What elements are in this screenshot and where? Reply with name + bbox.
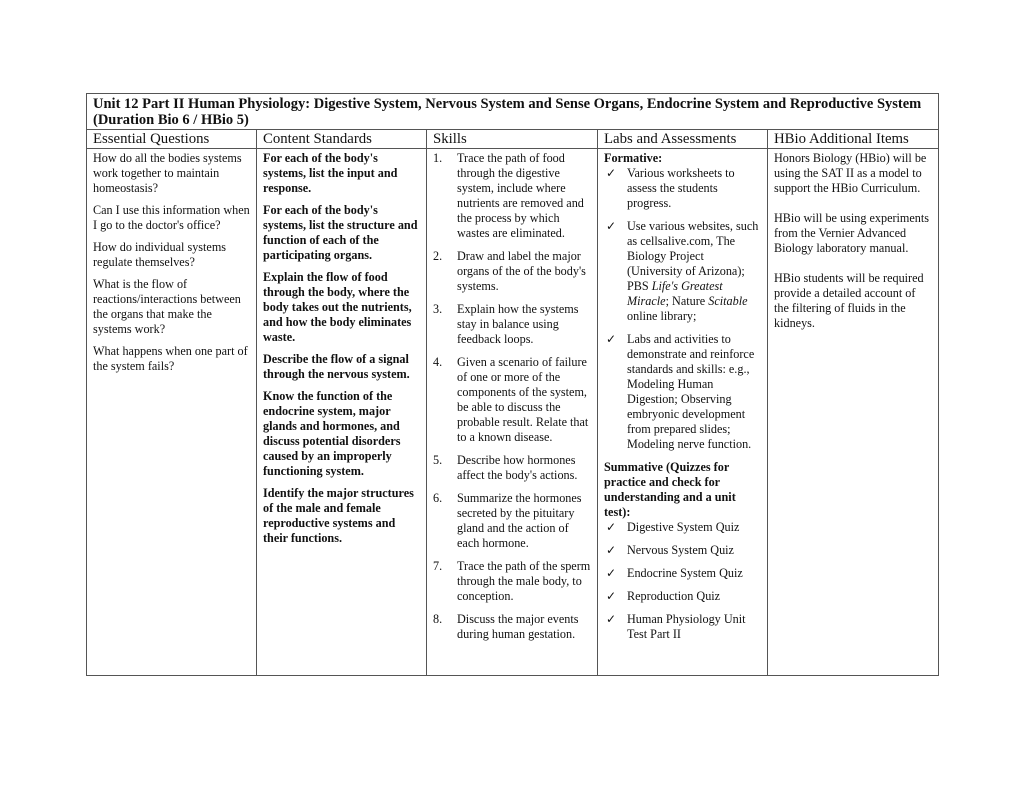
essential-questions-cell xyxy=(87,149,257,676)
check-icon: ✓ xyxy=(606,612,617,626)
header-row xyxy=(87,130,939,149)
summative-item: ✓ Human Physiology Unit Test Part II xyxy=(606,612,746,641)
skill-item xyxy=(433,355,591,445)
essential-question: How do all the bodies systems work together to maintain homeostasis? xyxy=(93,151,242,195)
skill-item xyxy=(433,453,591,483)
content-standard: For each of the body's systems, list the structure and function of each of the participating organs. xyxy=(263,203,418,262)
essential-question: Can I use this information when I go to the doctor's office? xyxy=(93,203,250,232)
summative-item: ✓ Endocrine System Quiz xyxy=(606,566,743,580)
skill-text: Given a scenario of failure of one or more of the components of the system, be able to discuss the probable result. Relate that to a known disease. xyxy=(457,355,589,444)
content-standards-cell xyxy=(257,149,427,676)
title-row xyxy=(87,94,939,130)
summative-item: ✓ Reproduction Quiz xyxy=(606,589,721,603)
formative-label: Formative: xyxy=(604,151,663,165)
skill-number: 6. xyxy=(433,491,443,505)
skill-item xyxy=(433,151,591,241)
hbio-item: Honors Biology (HBio) will be using the SAT II as a model to support the HBio Curriculum. xyxy=(774,151,927,195)
formative-item: ✓ Labs and activities to demonstrate and reinforce standards and skills: e.g., Modeling Human Digestion; Observing embryonic development from prepared slides; Modeling nerve function. xyxy=(606,332,755,451)
skill-text: Describe how hormones affect the body's actions. xyxy=(457,453,578,482)
essential-question: How do individual systems regulate themselves? xyxy=(93,240,227,269)
skill-number: 2. xyxy=(433,249,443,263)
check-icon: ✓ xyxy=(606,166,617,180)
skills-cell xyxy=(427,149,598,676)
content-standard: Explain the flow of food through the body, where the body takes out the nutrients, and how the body eliminates waste. xyxy=(263,270,412,344)
skill-number: 1. xyxy=(433,151,443,165)
check-icon: ✓ xyxy=(606,566,617,580)
skill-number: 7. xyxy=(433,559,443,573)
skill-item xyxy=(433,612,591,642)
formative-item: ✓ Use various websites, such as cellsalive.com, The Biology Project (University of Arizona); PBS Life's Greatest Miracle; Nature Scitable online library; xyxy=(606,219,759,323)
skill-text: Discuss the major events during human gestation. xyxy=(457,612,579,641)
skill-text: Summarize the hormones secreted by the pituitary gland and the action of each hormone. xyxy=(457,491,582,550)
content-standard: For each of the body's systems, list the input and response. xyxy=(263,151,398,195)
skills-list xyxy=(433,151,591,642)
header-labs-assessments: Labs and Assessments xyxy=(598,130,768,149)
skill-text: Trace the path of food through the digestive system, include where nutrients are removed and the process by which wastes are eliminated. xyxy=(457,151,584,240)
skill-item xyxy=(433,302,591,347)
formative-item: ✓ Various worksheets to assess the students progress. xyxy=(606,166,735,210)
content-standard: Describe the flow of a signal through the nervous system. xyxy=(263,352,410,381)
summative-list xyxy=(604,520,761,642)
skill-item xyxy=(433,491,591,551)
skill-text: Draw and label the major organs of the of the body's systems. xyxy=(457,249,586,293)
content-row xyxy=(87,149,939,676)
hbio-additional-cell xyxy=(768,149,939,676)
header-skills: Skills xyxy=(427,130,598,149)
summative-item: ✓ Digestive System Quiz xyxy=(606,520,740,534)
hbio-item: HBio will be using experiments from the Vernier Advanced Biology laboratory manual. xyxy=(774,211,930,255)
unit-title: Unit 12 Part II Human Physiology: Digestive System, Nervous System and Sense Organs, Endocrine System and Reproductive System (Duration Bio 6 / HBio 5) xyxy=(87,94,939,130)
check-icon: ✓ xyxy=(606,332,617,346)
header-content-standards: Content Standards xyxy=(257,130,427,149)
curriculum-table xyxy=(86,93,939,676)
skill-number: 4. xyxy=(433,355,443,369)
header-hbio-additional: HBio Additional Items xyxy=(768,130,939,149)
check-icon: ✓ xyxy=(606,520,617,534)
summative-item: ✓ Nervous System Quiz xyxy=(606,543,734,557)
skill-text: Trace the path of the sperm through the male body, to conception. xyxy=(457,559,591,603)
essential-question: What is the flow of reactions/interactions between the organs that make the systems work? xyxy=(93,277,241,336)
check-icon: ✓ xyxy=(606,219,617,233)
content-standard: Identify the major structures of the male and female reproductive systems and their functions. xyxy=(263,486,414,545)
check-icon: ✓ xyxy=(606,543,617,557)
labs-assessments-cell xyxy=(598,149,768,676)
formative-list xyxy=(604,166,761,452)
essential-question: What happens when one part of the system fails? xyxy=(93,344,248,373)
hbio-item: HBio students will be required provide a detailed account of the filtering of fluids in the kidneys. xyxy=(774,271,924,330)
skill-text: Explain how the systems stay in balance using feedback loops. xyxy=(457,302,579,346)
skill-number: 5. xyxy=(433,453,443,467)
skill-item xyxy=(433,559,591,604)
skill-number: 3. xyxy=(433,302,443,316)
check-icon: ✓ xyxy=(606,589,617,603)
content-standard: Know the function of the endocrine system, major glands and hormones, and discuss potential disorders caused by an improperly functioning system. xyxy=(263,389,401,478)
header-essential-questions: Essential Questions xyxy=(87,130,257,149)
skill-item xyxy=(433,249,591,294)
skill-number: 8. xyxy=(433,612,443,626)
summative-label: Summative (Quizzes for practice and check for understanding and a unit test): xyxy=(604,460,736,519)
